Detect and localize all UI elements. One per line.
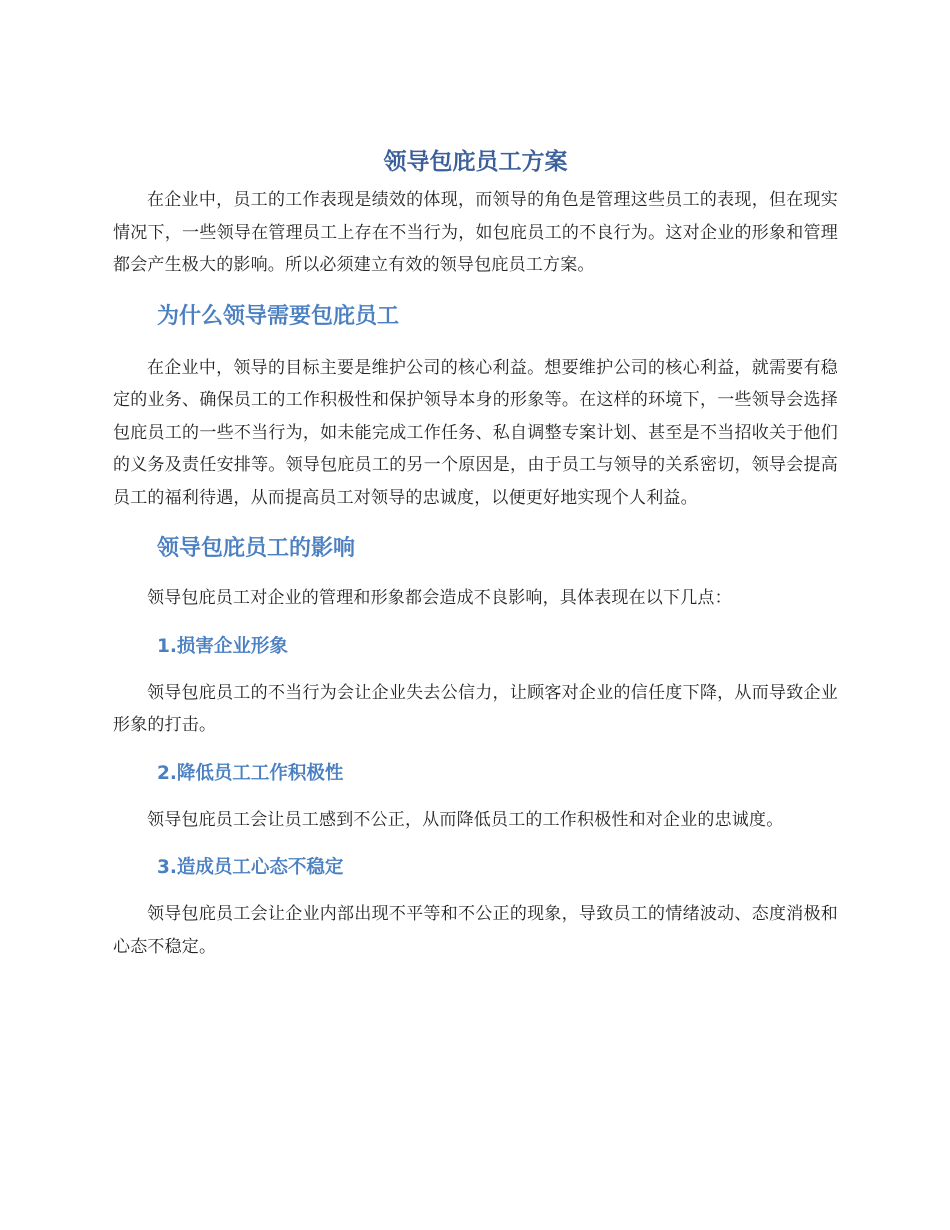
section-heading-impact: 领导包庇员工的影响 xyxy=(157,536,356,561)
subsection-paragraph-motivation: 领导包庇员工会让员工感到不公正，从而降低员工的工作积极性和对企业的忠诚度。 xyxy=(147,809,784,830)
section-paragraph-why: 在企业中，领导的目标主要是维护公司的核心利益。想要维护公司的核心利益，就需要有稳定的业务、确保员工的工作积极性和保护领导本身的形象等。在这样的环境下，一些领导会选择包庇员工的一些不当行为，如未能完成工作任务、私自调整专案计划、甚至是不当招收关于他们的义务及责任安排等。领导包庇员工的另一个原因是，由于员工与领导的关系密切，领导会提高员工的福利待遇，从而提高员工对领导的忠诚度，以便更好地实现个人利益。 xyxy=(113,357,838,508)
section-heading-why: 为什么领导需要包庇员工 xyxy=(157,303,400,329)
document-title: 领导包庇员工方案 xyxy=(383,149,568,175)
document-page xyxy=(113,140,838,963)
intro-paragraph: 在企业中，员工的工作表现是绩效的体现，而领导的角色是管理这些员工的表现，但在现实情况下，一些领导在管理员工上存在不当行为，如包庇员工的不良行为。这对企业的形象和管理都会产生极大的影响。所以必须建立有效的领导包庇员工方案。 xyxy=(113,190,838,275)
subsection-paragraph-image: 领导包庇员工的不当行为会让企业失去公信力，让顾客对企业的信任度下降，从而导致企业形象的打击。 xyxy=(113,682,838,735)
subsection-heading-mindset: 3.造成员工心态不稳定 xyxy=(157,857,344,878)
subsection-heading-image: 1.损害企业形象 xyxy=(157,635,288,657)
subsection-heading-motivation: 2.降低员工工作积极性 xyxy=(157,762,344,784)
subsection-paragraph-mindset: 领导包庇员工会让企业内部出现不平等和不公正的现象，导致员工的情绪波动、态度消极和心态不稳定。 xyxy=(113,904,838,957)
section-paragraph-impact: 领导包庇员工对企业的管理和形象都会造成不良影响，具体表现在以下几点： xyxy=(147,588,732,608)
